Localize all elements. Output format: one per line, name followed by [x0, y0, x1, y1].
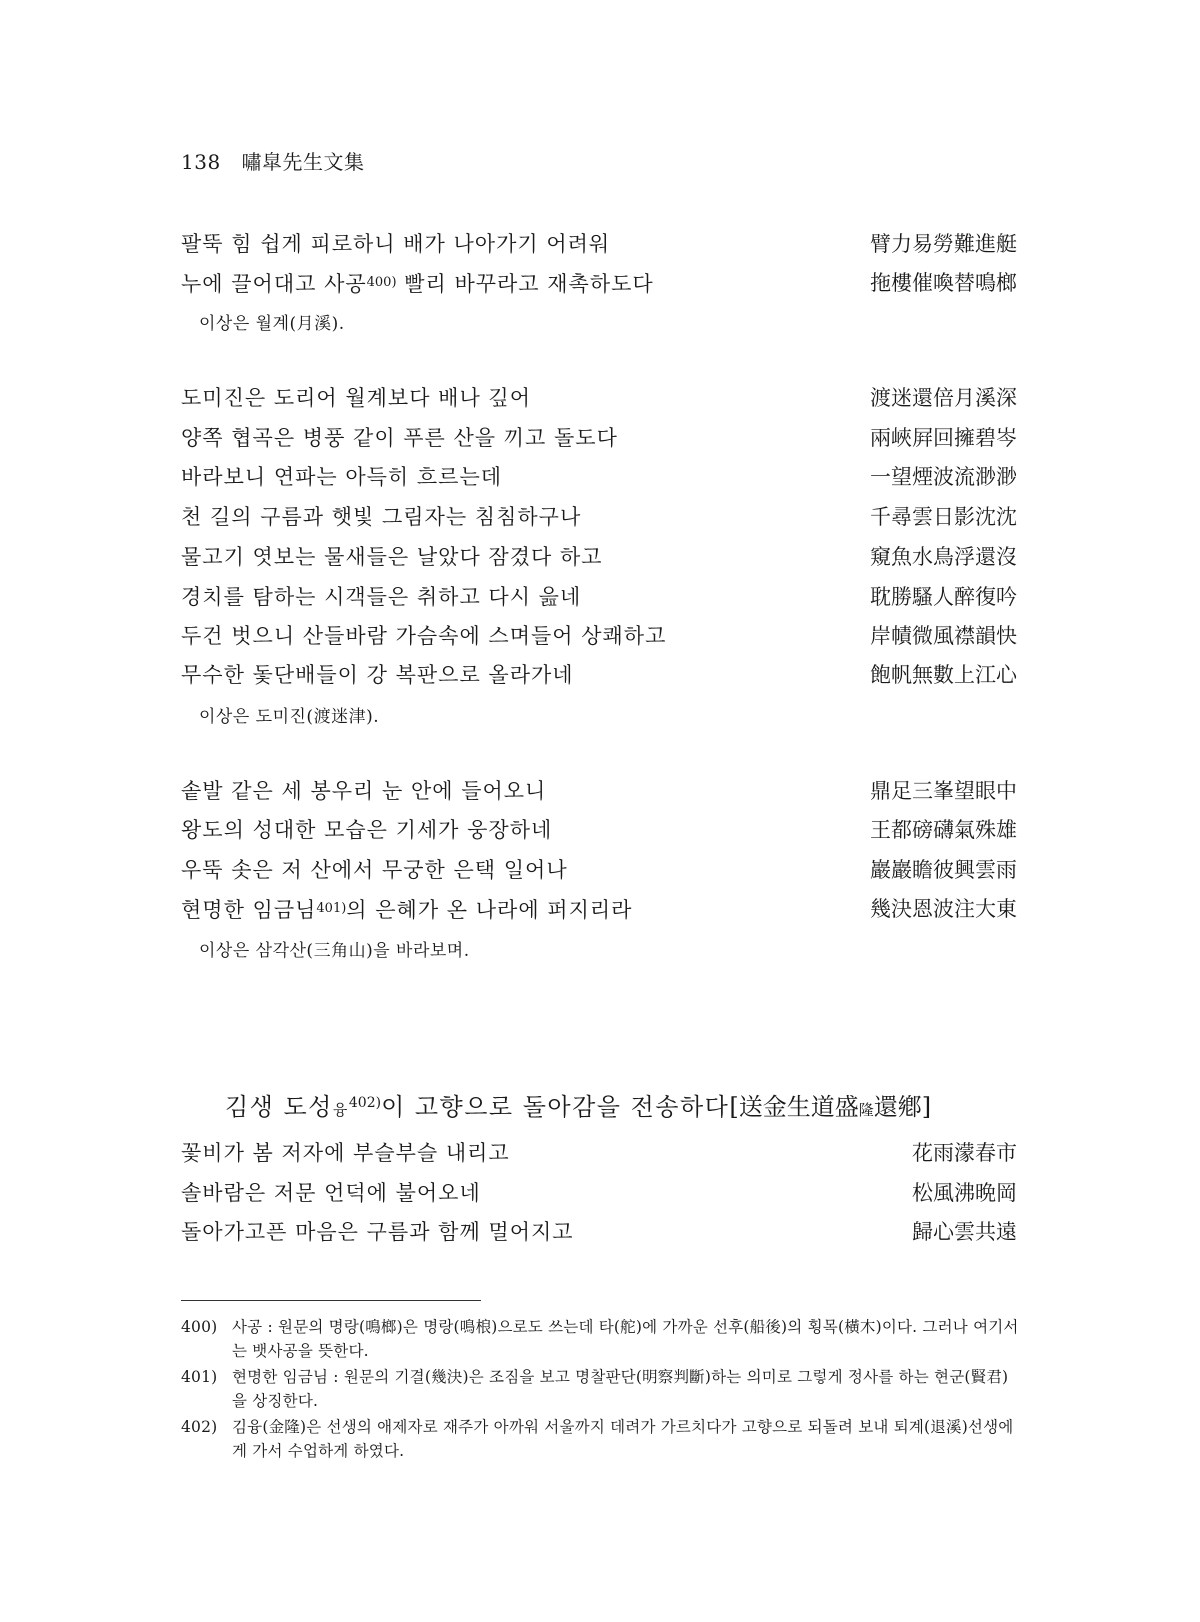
footnote-400 — [181, 1315, 1021, 1363]
korean-verse-part: 누에 끌어대고 사공 — [181, 272, 367, 296]
korean-verse: 돌아가고픈 마음은 구름과 함께 멀어지고 — [181, 1220, 574, 1244]
poem-line — [181, 502, 1017, 532]
verse-caption: 이상은 월계(月溪). — [199, 314, 345, 334]
korean-verse: 우뚝 솟은 저 산에서 무궁한 은택 일어나 — [181, 858, 568, 882]
title-name-small: 융 — [332, 1101, 349, 1119]
footnote-402 — [181, 1415, 1021, 1463]
poem-line — [181, 1178, 1017, 1208]
page-number: 138 — [181, 150, 221, 174]
title-hanja-part: [送金生道盛 — [729, 1093, 859, 1121]
hanja-verse: 鼎足三峯望眼中 — [870, 779, 1017, 803]
hanja-verse: 岸幘微風襟韻快 — [870, 624, 1017, 648]
korean-verse: 솔바람은 저문 언덕에 불어오네 — [181, 1181, 481, 1205]
footnote-401 — [181, 1365, 1021, 1413]
poem-line — [181, 582, 1017, 612]
poem-line — [181, 383, 1017, 413]
footnote-text: 김융(金隆)은 선생의 애제자로 재주가 아까워 서울까지 데려가 가르치다가 고향으로 되돌려 보내 퇴계(退溪)선생에게 가서 수업하게 하였다. — [232, 1418, 1014, 1460]
hanja-verse: 一望煙波流渺渺 — [870, 465, 1017, 489]
korean-verse: 도미진은 도리어 월계보다 배나 깊어 — [181, 386, 531, 410]
hanja-verse: 巖巖瞻彼興雲雨 — [870, 858, 1017, 882]
poem-line — [181, 776, 1017, 806]
poem-line — [181, 542, 1017, 572]
hanja-verse: 歸心雲共遠 — [912, 1220, 1017, 1244]
korean-verse: 꽃비가 봄 저자에 부슬부슬 내리고 — [181, 1141, 510, 1165]
footnote-separator — [181, 1300, 481, 1301]
title-hanja — [729, 1093, 931, 1121]
korean-verse — [181, 894, 632, 925]
korean-verse-part: 현명한 임금님 — [181, 898, 317, 922]
hanja-verse: 花雨濛春市 — [912, 1141, 1017, 1165]
korean-verse: 경치를 탐하는 시객들은 취하고 다시 읊네 — [181, 585, 582, 609]
footnote-number: 401) — [181, 1368, 218, 1386]
poem-line — [181, 423, 1017, 453]
hanja-verse: 松風沸晩岡 — [912, 1181, 1017, 1205]
running-header — [181, 146, 365, 175]
korean-verse-part: 빨리 바꾸라고 재촉하도다 — [396, 272, 654, 296]
poem-line — [181, 894, 1017, 924]
title-hanja-small: 隆 — [858, 1101, 874, 1119]
book-title: 嘯皐先生文集 — [241, 150, 365, 174]
hanja-verse: 渡迷還倍月溪深 — [870, 386, 1017, 410]
hanja-verse: 耽勝騷人醉復吟 — [870, 585, 1017, 609]
hanja-verse: 臂力易勞難進艇 — [870, 232, 1017, 256]
korean-verse — [181, 268, 654, 299]
poem-line — [181, 1138, 1017, 1168]
poem-line — [181, 660, 1017, 690]
korean-verse: 양쪽 협곡은 병풍 같이 푸른 산을 끼고 돌도다 — [181, 426, 618, 450]
korean-verse: 천 길의 구름과 햇빛 그림자는 침침하구나 — [181, 505, 582, 529]
hanja-verse: 窺魚水鳥浮還沒 — [870, 545, 1017, 569]
footnote-number: 400) — [181, 1318, 218, 1336]
footnote-text: 사공 : 원문의 명랑(鳴榔)은 명랑(鳴桹)으로도 쓰는데 타(舵)에 가까운 선후(船後)의 횡목(橫木)이다. 그러나 여기서는 뱃사공을 뜻한다. — [232, 1318, 1019, 1360]
poem-line — [181, 815, 1017, 845]
korean-verse: 솥발 같은 세 봉우리 눈 안에 들어오니 — [181, 779, 547, 803]
korean-verse: 물고기 엿보는 물새들은 날았다 잠겼다 하고 — [181, 545, 603, 569]
poem-line — [181, 462, 1017, 492]
footnote-number: 402) — [181, 1418, 218, 1436]
korean-verse: 두건 벗으니 산들바람 가슴속에 스며들어 상쾌하고 — [181, 624, 667, 648]
title-korean-part: 김생 도성 — [225, 1093, 333, 1121]
footnote-ref-400: 400) — [366, 275, 397, 290]
hanja-verse: 幾決恩波注大東 — [870, 897, 1017, 921]
poem-line — [181, 1217, 1017, 1247]
hanja-verse: 千尋雲日影沈沈 — [870, 505, 1017, 529]
verse-caption: 이상은 삼각산(三角山)을 바라보며. — [199, 941, 470, 961]
verse-caption: 이상은 도미진(渡迷津). — [199, 707, 380, 727]
poem-line — [181, 229, 1017, 259]
footnote-text: 현명한 임금님 : 원문의 기결(幾決)은 조짐을 보고 명찰판단(明察判斷)하는 의미로 그렇게 정사를 하는 현군(賢君)을 상징한다. — [232, 1368, 1009, 1410]
korean-verse-part: 의 은혜가 온 나라에 퍼지리라 — [346, 898, 633, 922]
poem-title — [225, 1086, 931, 1127]
hanja-verse: 兩峽屛回擁碧岑 — [870, 426, 1017, 450]
hanja-verse: 飽帆無數上江心 — [870, 663, 1017, 687]
poem-line — [181, 268, 1017, 298]
poem-line — [181, 621, 1017, 651]
title-hanja-part: 還鄕] — [873, 1093, 932, 1121]
hanja-verse: 拖樓催喚替鳴榔 — [870, 271, 1017, 295]
poem-line — [181, 855, 1017, 885]
korean-verse: 왕도의 성대한 모습은 기세가 웅장하네 — [181, 818, 553, 842]
hanja-verse: 王都磅礴氣殊雄 — [870, 818, 1017, 842]
footnote-ref-401: 401) — [316, 901, 347, 916]
korean-verse: 바라보니 연파는 아득히 흐르는데 — [181, 465, 503, 489]
title-korean-part: 이 고향으로 돌아감을 전송하다 — [381, 1093, 730, 1121]
korean-verse: 팔뚝 힘 쉽게 피로하니 배가 나아가기 어려워 — [181, 232, 611, 256]
korean-verse: 무수한 돛단배들이 강 복판으로 올라가네 — [181, 663, 574, 687]
footnote-ref-402: 402) — [348, 1095, 382, 1111]
